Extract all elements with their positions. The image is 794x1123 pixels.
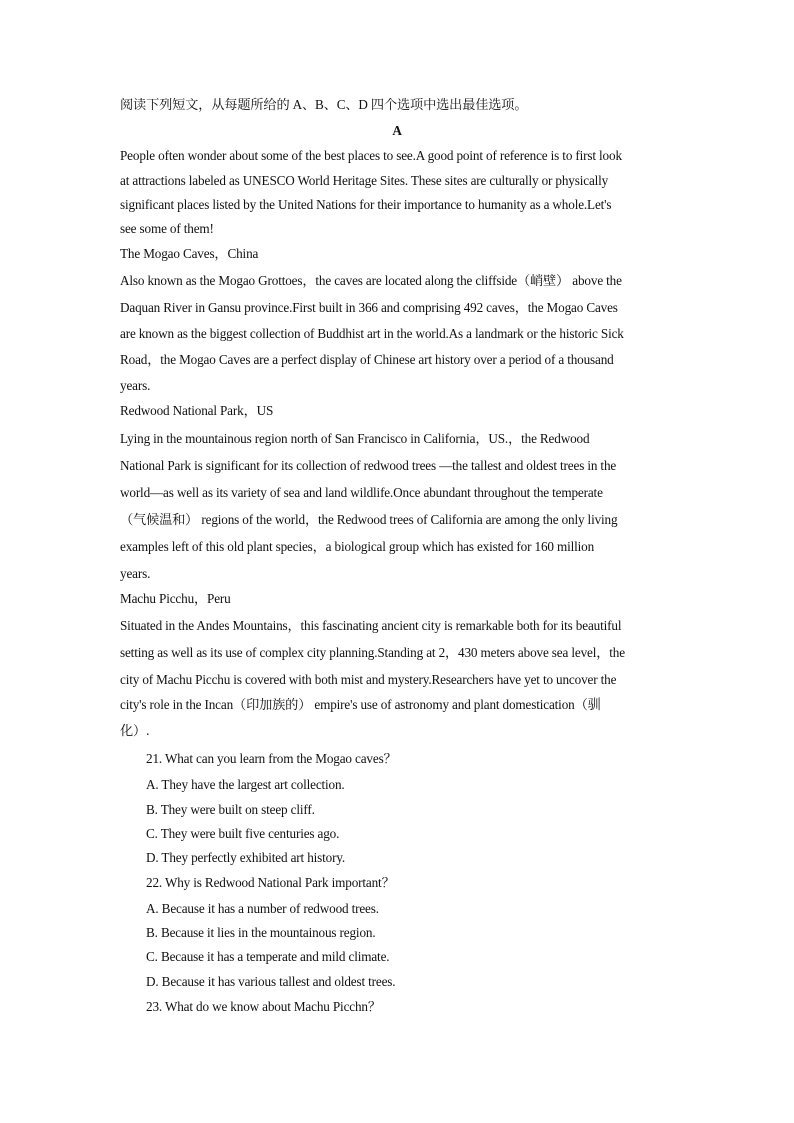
paragraph-line: years. — [120, 378, 151, 393]
paragraph-line: examples left of this old plant species，a biological group which has existed for 160 million — [120, 539, 595, 554]
option-22-c: C. Because it has a temperate and mild climate. — [146, 949, 390, 964]
option-21-d: D. They perfectly exhibited art history. — [146, 850, 346, 865]
instruction-text: 阅读下列短文，从每题所给的 A、B、C、D 四个选项中选出最佳选项。 — [120, 97, 528, 112]
intro-line: significant places listed by the United Nations for their importance to humanity as a whole.Let's — [120, 197, 612, 212]
paragraph-line: are known as the biggest collection of Buddhist art in the world.As a landmark or the historic Sick — [120, 326, 624, 341]
paragraph-line: National Park is significant for its collection of redwood trees —the tallest and oldest trees in the — [120, 458, 617, 473]
paragraph-line: years. — [120, 566, 151, 581]
intro-line: see some of them! — [120, 221, 214, 236]
paragraph-line: Lying in the mountainous region north of San Francisco in California，US.，the Redwood — [120, 431, 590, 446]
question-22: 22. Why is Redwood National Park important？ — [146, 875, 395, 890]
paragraph-line: （气候温和） regions of the world，the Redwood trees of California are among the only living — [120, 512, 618, 527]
intro-line: People often wonder about some of the best places to see.A good point of reference is to first look — [120, 148, 622, 163]
question-21: 21. What can you learn from the Mogao caves？ — [146, 751, 397, 766]
question-23: 23. What do we know about Machu Picchn？ — [146, 999, 381, 1014]
option-22-a: A. Because it has a number of redwood trees. — [146, 901, 379, 916]
paragraph-line: Also known as the Mogao Grottoes，the caves are located along the cliffside（峭壁） above the — [120, 273, 622, 288]
paragraph-line: Road，the Mogao Caves are a perfect display of Chinese art history over a period of a thousand — [120, 352, 614, 367]
section-title: A — [392, 123, 402, 138]
paragraph-line: 化）. — [120, 723, 150, 738]
paragraph-line: setting as well as its use of complex city planning.Standing at 2，430 meters above sea level，the — [120, 645, 625, 660]
section-heading-redwood: Redwood National Park，US — [120, 403, 274, 418]
section-heading-machu-picchu: Machu Picchu，Peru — [120, 591, 231, 606]
section-heading-mogao: The Mogao Caves，China — [120, 246, 259, 261]
paragraph-line: city's role in the Incan（印加族的） empire's use of astronomy and plant domestication（驯 — [120, 697, 601, 712]
paragraph-line: city of Machu Picchu is covered with both mist and mystery.Researchers have yet to uncover the — [120, 672, 617, 687]
option-21-a: A. They have the largest art collection. — [146, 777, 345, 792]
paragraph-line: world—as well as its variety of sea and land wildlife.Once abundant throughout the temperate — [120, 485, 603, 500]
option-21-b: B. They were built on steep cliff. — [146, 802, 315, 817]
paragraph-line: Situated in the Andes Mountains，this fascinating ancient city is remarkable both for its beautiful — [120, 618, 622, 633]
option-21-c: C. They were built five centuries ago. — [146, 826, 340, 841]
intro-line: at attractions labeled as UNESCO World Heritage Sites. These sites are culturally or physically — [120, 173, 609, 188]
paragraph-line: Daquan River in Gansu province.First built in 366 and comprising 492 caves，the Mogao Caves — [120, 300, 618, 315]
option-22-d: D. Because it has various tallest and oldest trees. — [146, 974, 396, 989]
option-22-b: B. Because it lies in the mountainous region. — [146, 925, 376, 940]
